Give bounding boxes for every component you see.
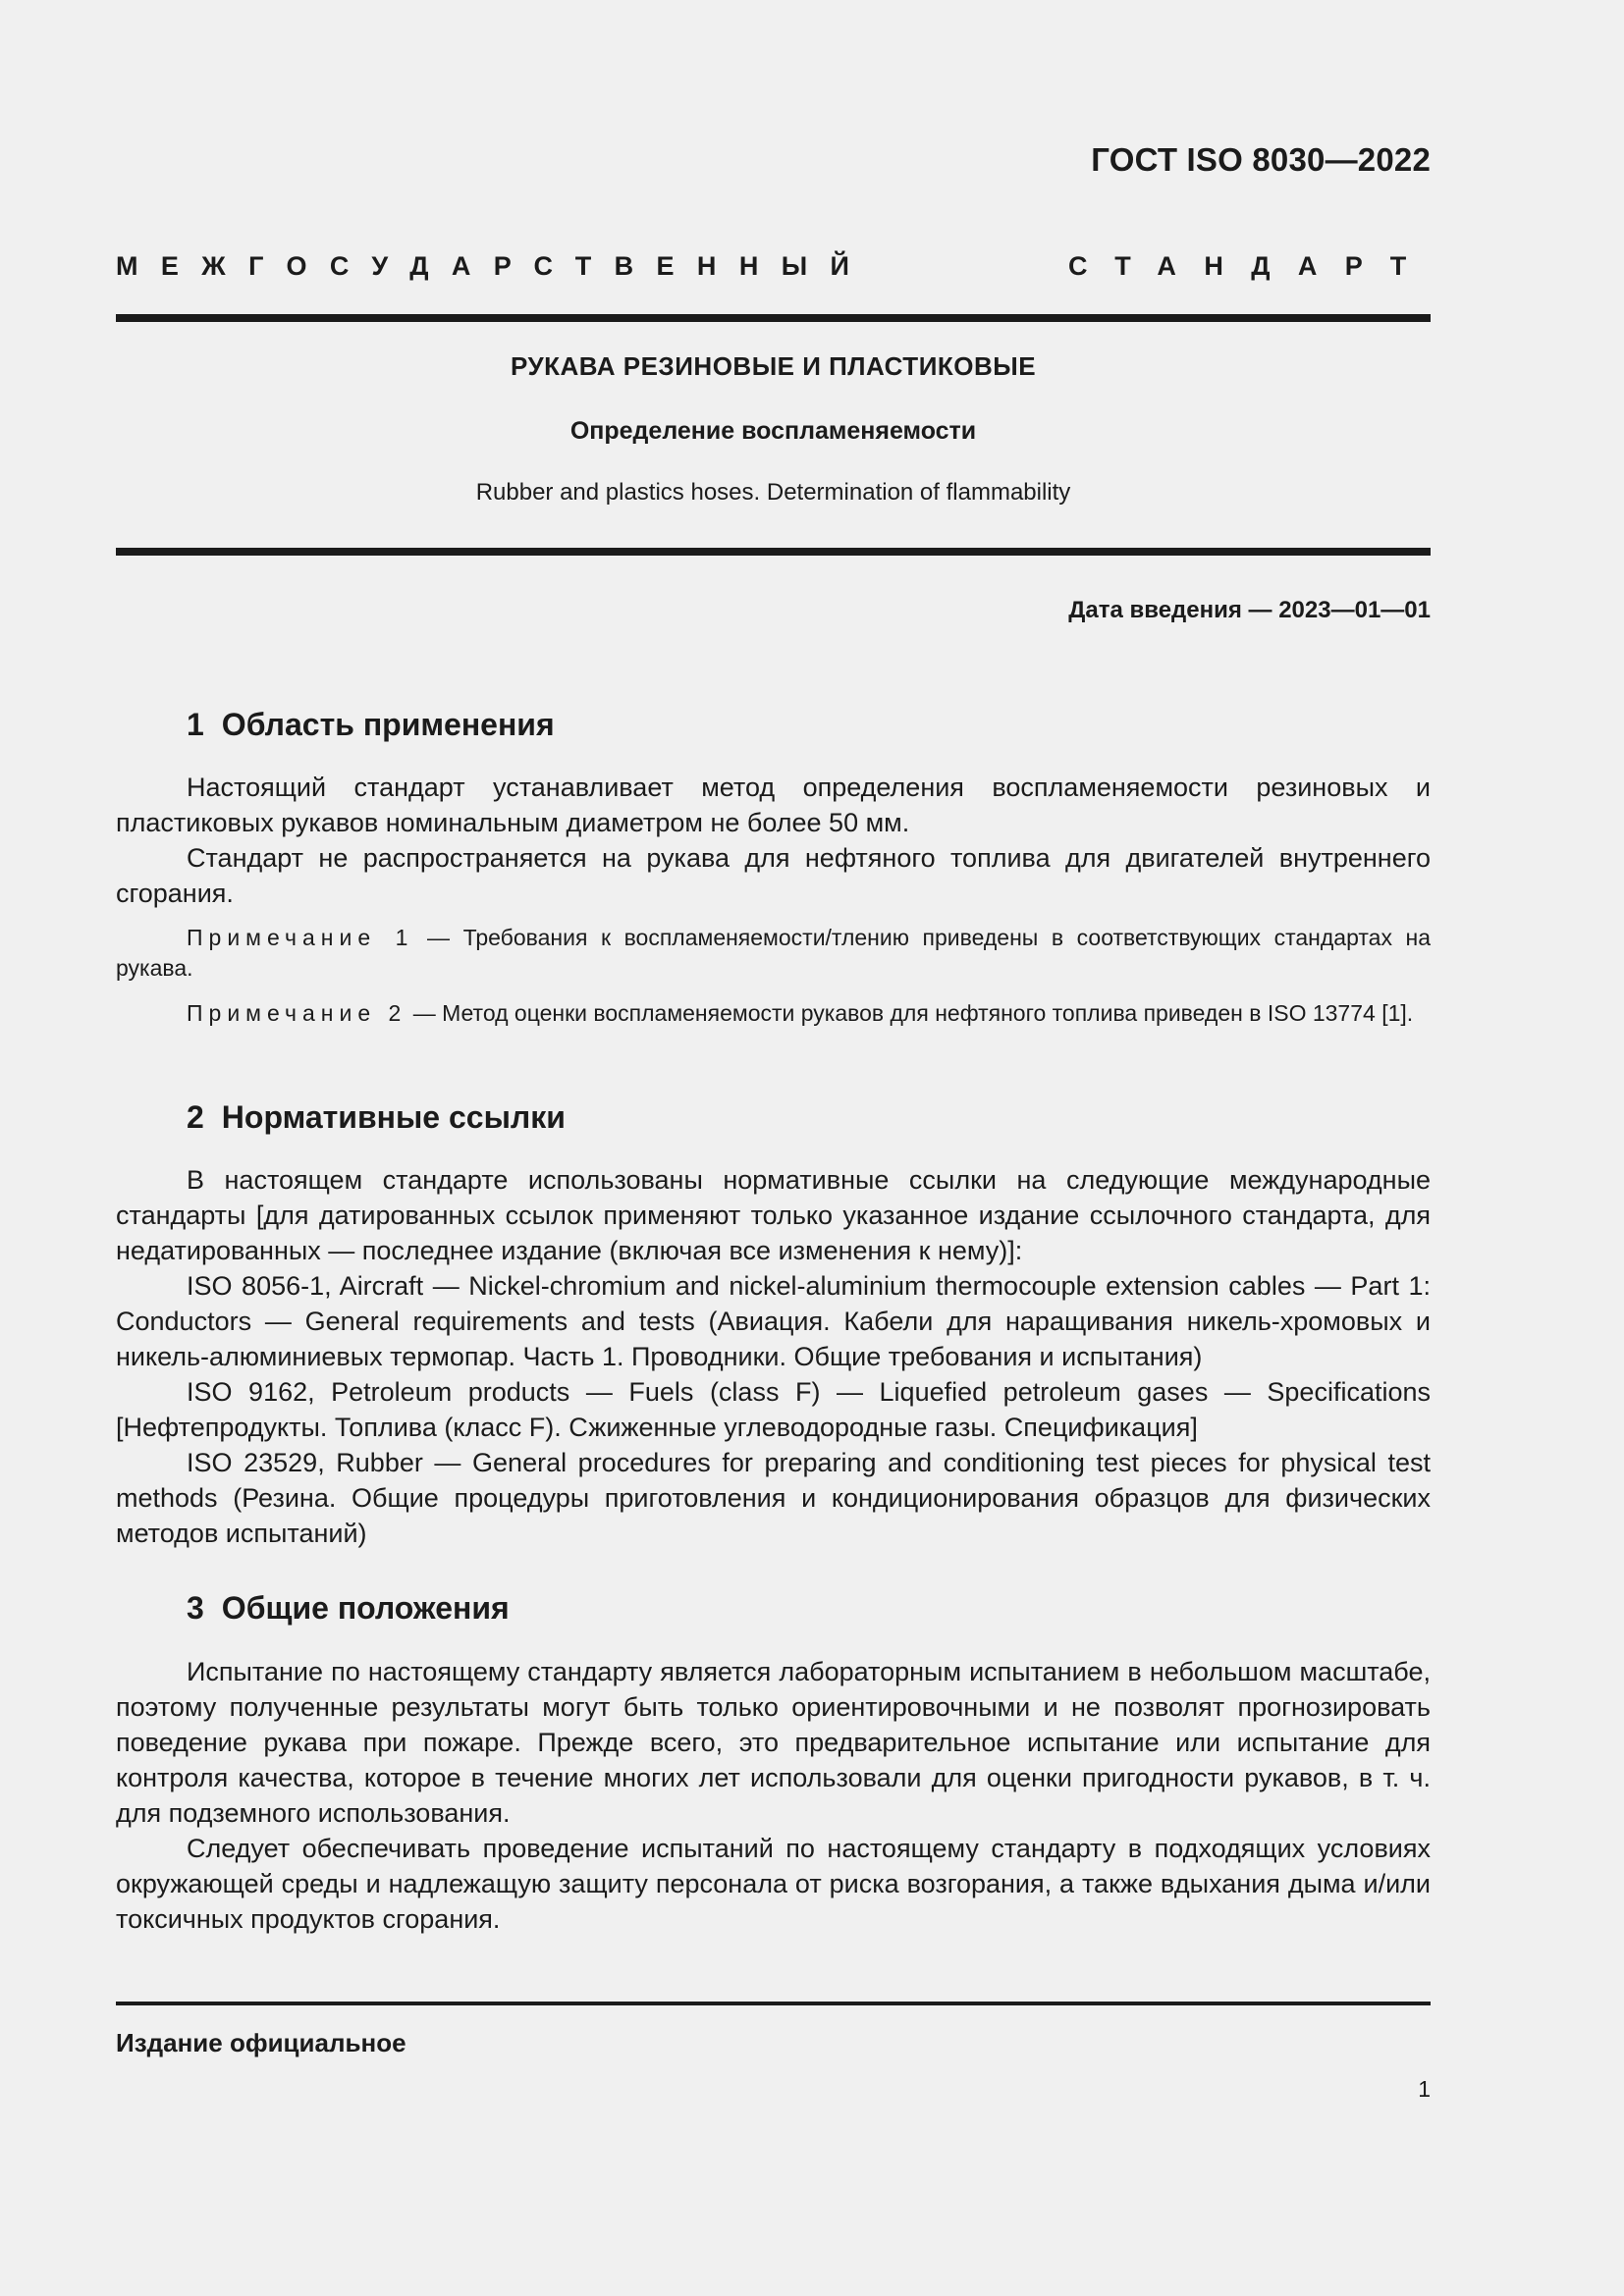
note-text: — Метод оценки воспламеняемости рукавов для нефтяного топлива приведен в ISO 13774 [1]. bbox=[406, 1000, 1414, 1026]
section-heading-scope bbox=[187, 707, 555, 743]
introduction-date: Дата введения — 2023—01—01 bbox=[1068, 597, 1431, 623]
note-label: Примечание 2 bbox=[187, 1000, 407, 1026]
paragraph: Следует обеспечивать проведение испытаний по настоящему стандарту в подходящих условиях окружающей среды и надлежащую защиту персонала от риска возгорания, а также вдыхания дыма и/или токсичных продуктов сгорания. bbox=[116, 1834, 1431, 1934]
note bbox=[116, 998, 1431, 1029]
title-english: Rubber and plastics hoses. Determination of flammability bbox=[475, 479, 1071, 506]
reference-item: ISO 23529, Rubber — General procedures for preparing and conditioning test pieces for physical test methods (Резина. Общие процедуры приготовления и кондиционирования образцов для физических методов испытаний) bbox=[116, 1448, 1431, 1548]
paragraph: В настоящем стандарте использованы нормативные ссылки на следующие международные стандарты [для датированных ссылок применяют только указанное издание ссылочного стандарта, для недатированных — последнее издание (включая все изменения к нему)]: bbox=[116, 1165, 1431, 1265]
note-label: Примечание 1 bbox=[187, 925, 414, 950]
document-code: ГОСТ ISO 8030—2022 bbox=[1091, 141, 1431, 178]
note bbox=[116, 923, 1431, 984]
note-text: — Требования к воспламеняемости/тлению приведены в соответствующих стандартах на рукава. bbox=[116, 925, 1432, 981]
header-rule bbox=[116, 314, 1431, 322]
section-heading-normative-references bbox=[187, 1099, 566, 1136]
section-title: Нормативные ссылки bbox=[221, 1099, 566, 1135]
subtitle-russian: Определение воспламеняемости bbox=[569, 417, 977, 445]
paragraph: Стандарт не распространяется на рукава для нефтяного топлива для двигателей внутреннего сгорания. bbox=[116, 843, 1431, 908]
section-heading-general-provisions bbox=[187, 1590, 510, 1627]
title-rule bbox=[116, 548, 1431, 556]
title-russian: РУКАВА РЕЗИНОВЫЕ И ПЛАСТИКОВЫЕ bbox=[510, 351, 1037, 381]
section-number: 3 bbox=[187, 1590, 204, 1626]
page-number: 1 bbox=[1418, 2076, 1431, 2102]
standard-word: СТАНДАРТ bbox=[1068, 251, 1435, 281]
interstate-word: МЕЖГОСУДАРСТВЕННЫЙ bbox=[116, 251, 873, 281]
section-number: 2 bbox=[187, 1099, 204, 1135]
section-number: 1 bbox=[187, 707, 204, 742]
footer-rule bbox=[116, 2002, 1431, 2005]
paragraph: Испытание по настоящему стандарту является лабораторным испытанием в небольшом масштабе, поэтому полученные результаты могут быть только ориентировочными и не позволят прогнозировать поведение рукава при пожаре. Прежде всего, это предварительное испытание или испытание для контроля качества, которое в течение многих лет использовали для оценки пригодности рукавов, в т. ч. для подземного использования. bbox=[116, 1657, 1431, 1828]
reference-item: ISO 9162, Petroleum products — Fuels (class F) — Liquefied petroleum gases — Specifications [Нефтепродукты. Топлива (класс F). Сжиженные углеводородные газы. Спецификация] bbox=[116, 1377, 1431, 1442]
paragraph: Настоящий стандарт устанавливает метод определения воспламеняемости резиновых и пластиковых рукавов номинальным диаметром не более 50 мм. bbox=[116, 773, 1431, 837]
official-edition-label: Издание официальное bbox=[116, 2028, 406, 2057]
section-title: Область применения bbox=[221, 707, 555, 742]
reference-item: ISO 8056-1, Aircraft — Nickel-chromium and nickel-aluminium thermocouple extension cables — Part 1: Conductors — General requirements and tests (Авиация. Кабели для наращивания никель-хромовых и никель-алюминиевых термопар. Часть 1. Проводники. Общие требования и испытания) bbox=[116, 1271, 1431, 1371]
section-title: Общие положения bbox=[221, 1590, 510, 1626]
